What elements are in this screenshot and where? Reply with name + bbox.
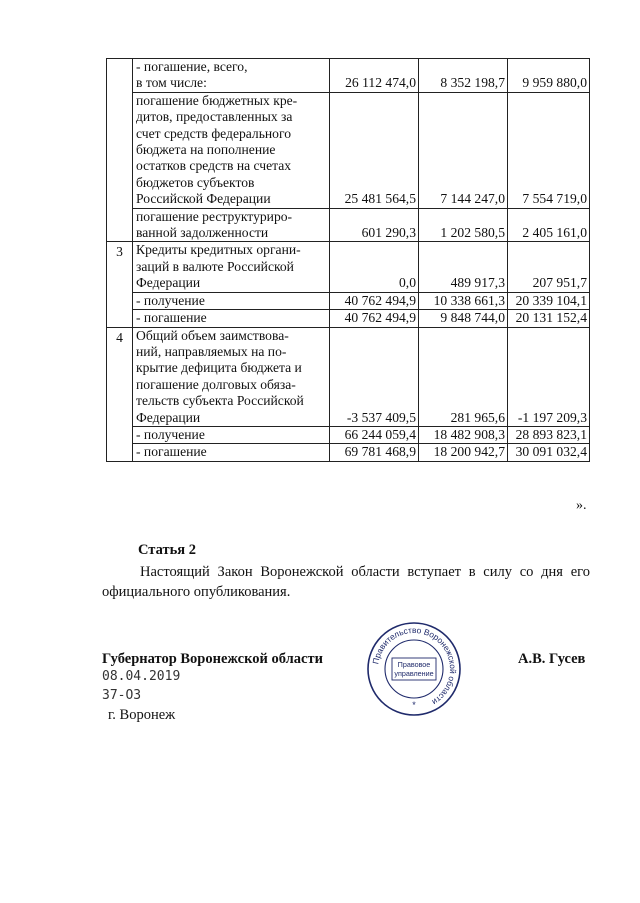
table-row	[107, 310, 590, 327]
value-cell-year-1: 26 112 474,0	[330, 59, 419, 93]
value-cell-year-3: 207 951,7	[508, 242, 590, 292]
table-row	[107, 327, 590, 426]
table-row	[107, 59, 590, 93]
borrowing-table	[106, 58, 590, 462]
value-cell-year-3: 2 405 161,0	[508, 208, 590, 242]
value-cell-year-3: 7 554 719,0	[508, 92, 590, 208]
value-cell-year-2: 489 917,3	[419, 242, 508, 292]
value-cell-year-2: 281 965,6	[419, 327, 508, 426]
value-cell-year-3: 9 959 880,0	[508, 59, 590, 93]
value-cell-year-3: 20 339 104,1	[508, 292, 590, 309]
law-number: 37-ОЗ	[102, 688, 142, 703]
value-cell-year-2: 8 352 198,7	[419, 59, 508, 93]
article-heading: Статья 2	[138, 542, 196, 558]
article-body-text: Настоящий Закон Воронежской области вступает в силу со дня его официального опубликования.	[102, 564, 590, 600]
borrowing-table-body	[107, 59, 590, 462]
stamp-center-line-1: Правовое	[397, 660, 431, 669]
value-cell-year-2: 18 482 908,3	[419, 426, 508, 443]
row-number-cell: 3	[107, 242, 133, 327]
value-cell-year-2: 9 848 744,0	[419, 310, 508, 327]
row-label-cell: - получение	[133, 426, 330, 443]
value-cell-year-3: 20 131 152,4	[508, 310, 590, 327]
row-number-cell	[107, 59, 133, 242]
value-cell-year-2: 7 144 247,0	[419, 92, 508, 208]
signing-date: 08.04.2019	[102, 669, 181, 684]
signing-city: г. Воронеж	[108, 707, 176, 723]
row-label-cell: погашение бюджетных кре- дитов, предоставленных за счет средств федерального бюджета на пополнение остатков средств на счетах бюджетов субъектов Российской Федерации	[133, 92, 330, 208]
row-label-cell: Кредиты кредитных органи- заций в валюте Российской Федерации	[133, 242, 330, 292]
value-cell-year-2: 1 202 580,5	[419, 208, 508, 242]
governor-name: А.В. Гусев	[518, 651, 586, 667]
value-cell-year-1: 40 762 494,9	[330, 292, 419, 309]
row-label-cell: Общий объем заимствова- ний, направляемых на по- крытие дефицита бюджета и погашение долговых обяза- тельств субъекта Российской Федерации	[133, 327, 330, 426]
value-cell-year-2: 18 200 942,7	[419, 444, 508, 461]
table-row	[107, 444, 590, 461]
row-label-cell: - погашение, всего, в том числе:	[133, 59, 330, 93]
table-row	[107, 242, 590, 292]
table-row	[107, 208, 590, 242]
row-label-cell: - получение	[133, 292, 330, 309]
value-cell-year-1: 69 781 468,9	[330, 444, 419, 461]
value-cell-year-3: 28 893 823,1	[508, 426, 590, 443]
official-stamp	[366, 621, 462, 717]
value-cell-year-2: 10 338 661,3	[419, 292, 508, 309]
row-label-cell: погашение реструктуриро- ванной задолженности	[133, 208, 330, 242]
row-label-cell: - погашение	[133, 444, 330, 461]
table-row	[107, 292, 590, 309]
stamp-star: *	[412, 700, 416, 710]
value-cell-year-1: -3 537 409,5	[330, 327, 419, 426]
value-cell-year-3: 30 091 032,4	[508, 444, 590, 461]
value-cell-year-1: 40 762 494,9	[330, 310, 419, 327]
value-cell-year-1: 66 244 059,4	[330, 426, 419, 443]
article-body	[102, 562, 590, 602]
row-number-cell: 4	[107, 327, 133, 461]
value-cell-year-1: 0,0	[330, 242, 419, 292]
value-cell-year-1: 601 290,3	[330, 208, 419, 242]
governor-title: Губернатор Воронежской области	[102, 651, 323, 667]
stamp-center-line-2: управление	[394, 669, 434, 678]
value-cell-year-1: 25 481 564,5	[330, 92, 419, 208]
table-row	[107, 92, 590, 208]
value-cell-year-3: -1 197 209,3	[508, 327, 590, 426]
table-row	[107, 426, 590, 443]
row-label-cell: - погашение	[133, 310, 330, 327]
closing-quote: ».	[576, 498, 587, 513]
stamp-ring-text: Правительство Воронежской области	[370, 624, 459, 708]
